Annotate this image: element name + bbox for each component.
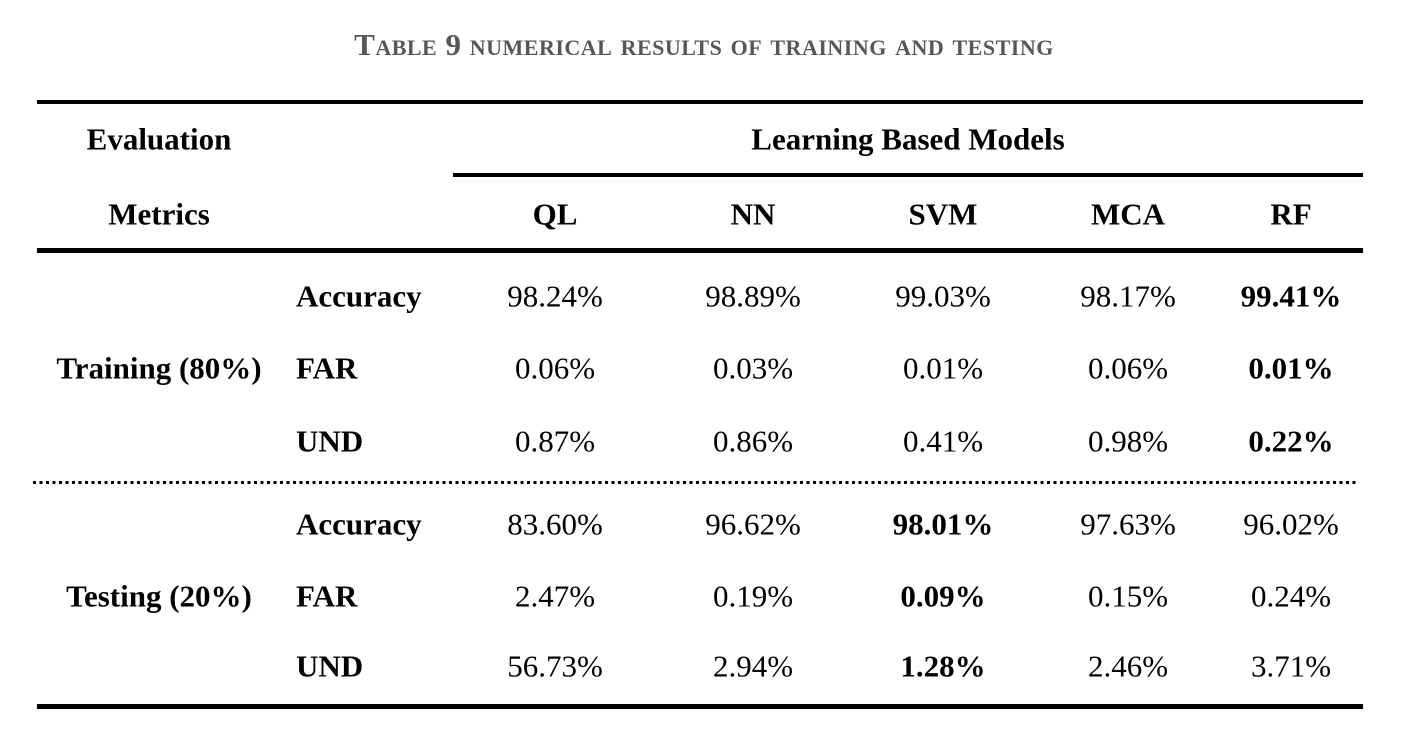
value-cell-training-und-rf: 0.22% <box>1248 423 1334 459</box>
value-cell-training-accuracy-mca: 98.17% <box>1080 278 1176 314</box>
value-cell-training-far-nn: 0.03% <box>712 350 794 386</box>
value-cell-training-accuracy-ql: 98.24% <box>507 278 603 314</box>
section-label-testing: Testing (20%) <box>66 578 252 614</box>
rule-under-column-headers <box>37 248 1363 253</box>
value-cell-testing-accuracy-rf: 96.02% <box>1243 506 1339 542</box>
group-header-learning-based-models: Learning Based Models <box>751 121 1065 157</box>
value-cell-testing-und-ql: 56.73% <box>507 648 603 684</box>
column-header-ql: QL <box>532 196 578 232</box>
metric-label-testing-far: FAR <box>296 578 358 614</box>
value-cell-training-und-mca: 0.98% <box>1087 423 1169 459</box>
metric-label-training-far: FAR <box>296 350 358 386</box>
value-cell-training-far-svm: 0.01% <box>902 350 984 386</box>
value-cell-testing-und-nn: 2.94% <box>712 648 794 684</box>
column-header-svm: SVM <box>908 196 978 232</box>
rule-dotted-section-divider <box>33 481 1359 484</box>
value-cell-testing-far-nn: 0.19% <box>712 578 794 614</box>
value-cell-testing-und-mca: 2.46% <box>1087 648 1169 684</box>
value-cell-testing-far-ql: 2.47% <box>514 578 596 614</box>
value-cell-training-far-ql: 0.06% <box>514 350 596 386</box>
results-table <box>37 100 1363 712</box>
value-cell-testing-accuracy-nn: 96.62% <box>705 506 801 542</box>
value-cell-training-far-rf: 0.01% <box>1248 350 1334 386</box>
metric-label-training-accuracy: Accuracy <box>296 278 422 314</box>
value-cell-training-und-nn: 0.86% <box>712 423 794 459</box>
value-cell-training-far-mca: 0.06% <box>1087 350 1169 386</box>
value-cell-testing-far-rf: 0.24% <box>1250 578 1332 614</box>
value-cell-training-accuracy-nn: 98.89% <box>705 278 801 314</box>
value-cell-testing-far-svm: 0.09% <box>900 578 986 614</box>
section-label-training: Training (80%) <box>56 350 262 386</box>
metric-label-testing-und: UND <box>296 648 364 684</box>
value-cell-training-accuracy-rf: 99.41% <box>1240 278 1342 314</box>
value-cell-training-und-svm: 0.41% <box>902 423 984 459</box>
column-header-nn: NN <box>730 196 776 232</box>
value-cell-testing-accuracy-mca: 97.63% <box>1080 506 1176 542</box>
metric-label-training-und: UND <box>296 423 364 459</box>
rule-top <box>37 100 1363 104</box>
corner-header-evaluation: Evaluation <box>86 121 232 157</box>
table-caption: Table 9 numerical results of training and testing <box>354 27 1054 62</box>
value-cell-testing-far-mca: 0.15% <box>1087 578 1169 614</box>
metric-label-testing-accuracy: Accuracy <box>296 506 422 542</box>
value-cell-testing-accuracy-ql: 83.60% <box>507 506 603 542</box>
value-cell-training-und-ql: 0.87% <box>514 423 596 459</box>
column-header-mca: MCA <box>1090 196 1166 232</box>
rule-under-group-header <box>453 173 1363 177</box>
value-cell-testing-und-rf: 3.71% <box>1250 648 1332 684</box>
column-header-rf: RF <box>1270 196 1312 232</box>
corner-header-metrics: Metrics <box>108 196 210 232</box>
value-cell-testing-und-svm: 1.28% <box>900 648 986 684</box>
value-cell-training-accuracy-svm: 99.03% <box>895 278 991 314</box>
value-cell-testing-accuracy-svm: 98.01% <box>892 506 994 542</box>
rule-bottom <box>37 704 1363 709</box>
